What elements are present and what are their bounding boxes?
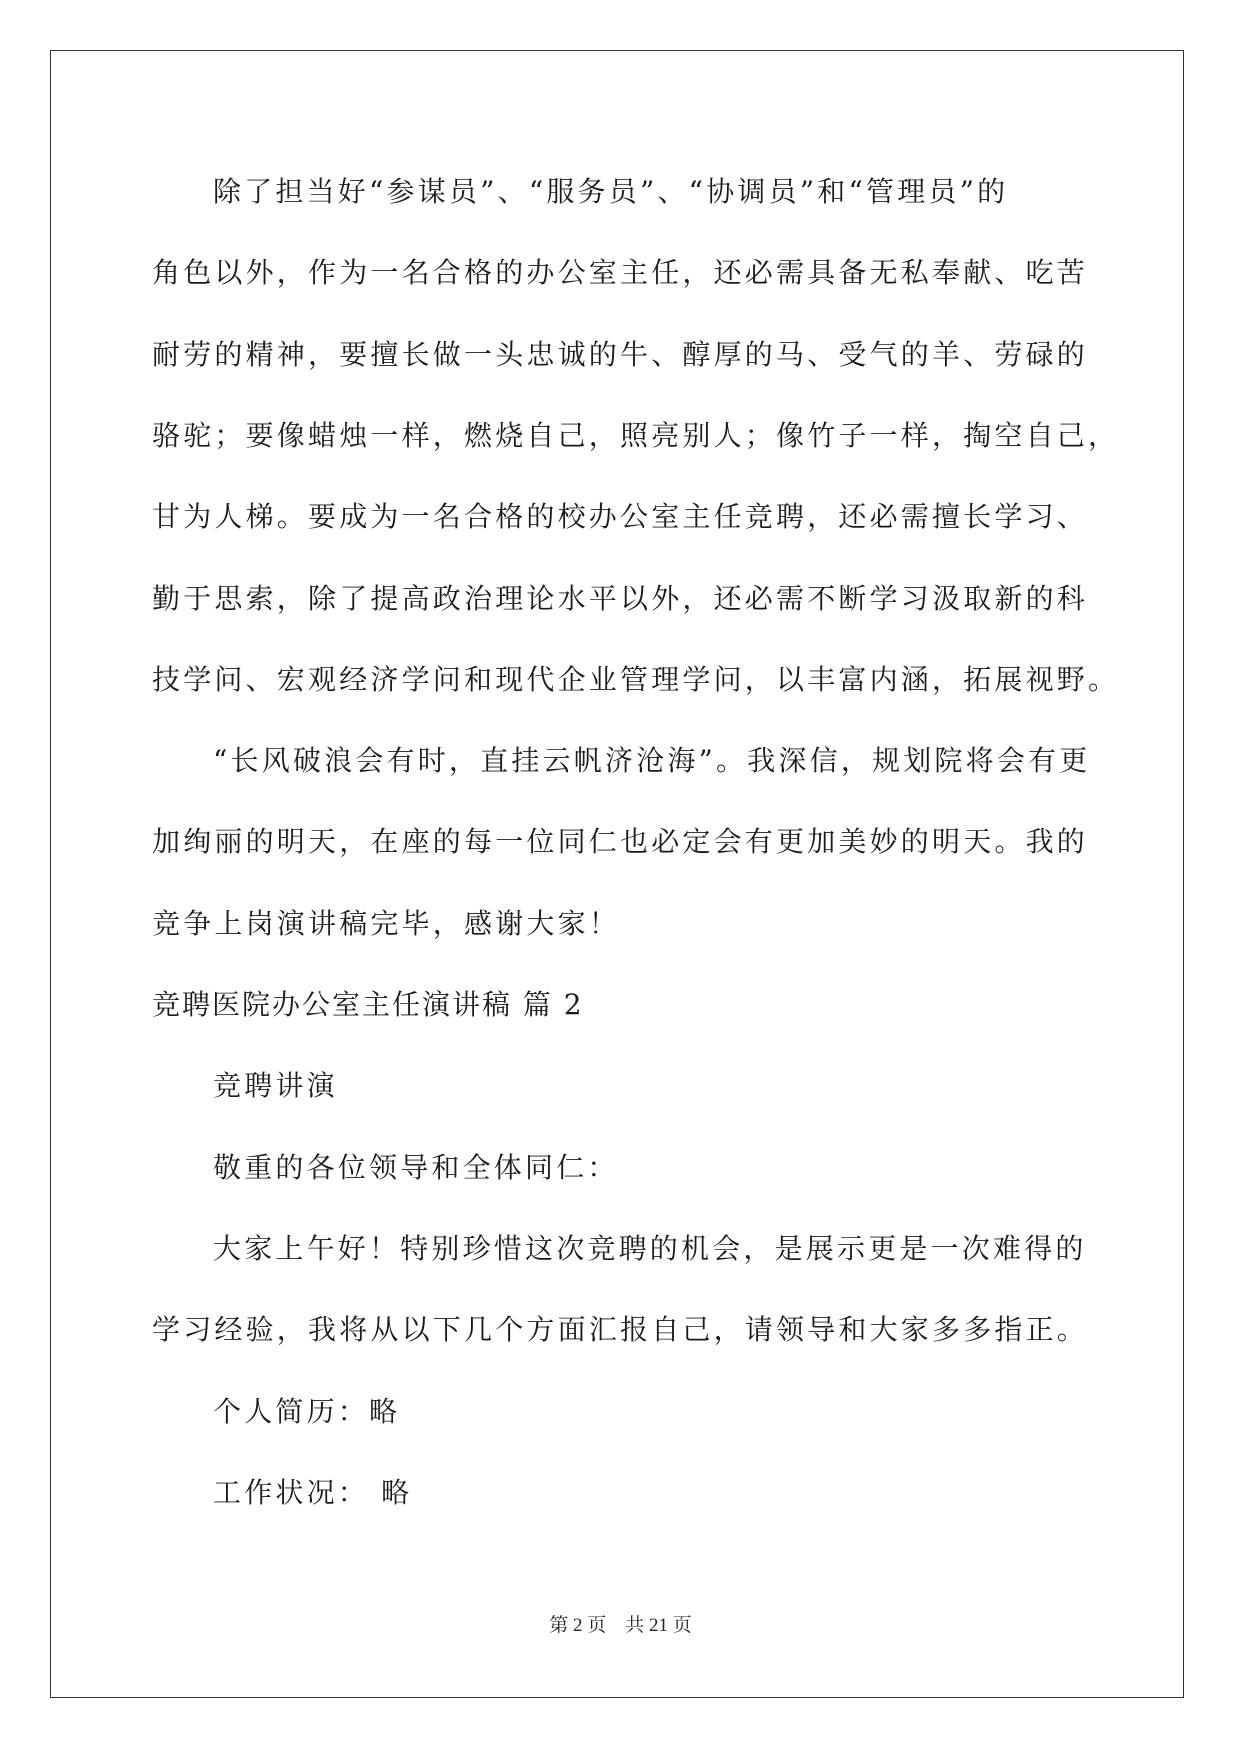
- paragraph-line: 骆驼；要像蜡烛一样，燃烧自己，照亮别人；像竹子一样，掏空自己，: [152, 419, 1120, 452]
- paragraph-line: 勤于思索，除了提高政治理论水平以外，还必需不断学习汲取新的科: [152, 582, 1089, 615]
- paragraph-line: 加绚丽的明天，在座的每一位同仁也必定会有更加美妙的明天。我的: [152, 825, 1089, 858]
- page-border: [50, 50, 1184, 1698]
- paragraph-line: 角色以外，作为一名合格的办公室主任，还必需具备无私奉献、吃苦: [152, 256, 1089, 289]
- paragraph-line: 甘为人梯。要成为一名合格的校办公室主任竞聘，还必需擅长学习、: [152, 500, 1089, 533]
- paragraph-line: “长风破浪会有时，直挂云帆济沧海”。我深信，规划院将会有更: [213, 744, 1091, 777]
- paragraph-line: 大家上午好！特别珍惜这次竞聘的机会，是展示更是一次难得的: [213, 1232, 1087, 1265]
- section-heading: 竞聘医院办公室主任演讲稿 篇 2: [152, 988, 584, 1021]
- resume-line: 个人简历：略: [213, 1395, 401, 1428]
- paragraph-line: 除了担当好“参谋员”、“服务员”、“协调员”和“管理员”的: [213, 175, 1009, 208]
- paragraph-line: 技学问、宏观经济学问和现代企业管理学问，以丰富内涵，拓展视野。: [152, 663, 1120, 696]
- page-number-footer: 第 2 页 共 21 页: [549, 1615, 692, 1636]
- salutation: 敬重的各位领导和全体同仁：: [213, 1151, 619, 1184]
- paragraph-line: 竞争上岗演讲稿完毕，感谢大家！: [152, 907, 621, 940]
- speech-title: 竞聘讲演: [213, 1069, 338, 1102]
- work-status-line: 工作状况： 略: [213, 1476, 413, 1509]
- paragraph-line: 学习经验，我将从以下几个方面汇报自己，请领导和大家多多指正。: [152, 1313, 1089, 1346]
- paragraph-line: 耐劳的精神，要擅长做一头忠诚的牛、醇厚的马、受气的羊、劳碌的: [152, 338, 1089, 371]
